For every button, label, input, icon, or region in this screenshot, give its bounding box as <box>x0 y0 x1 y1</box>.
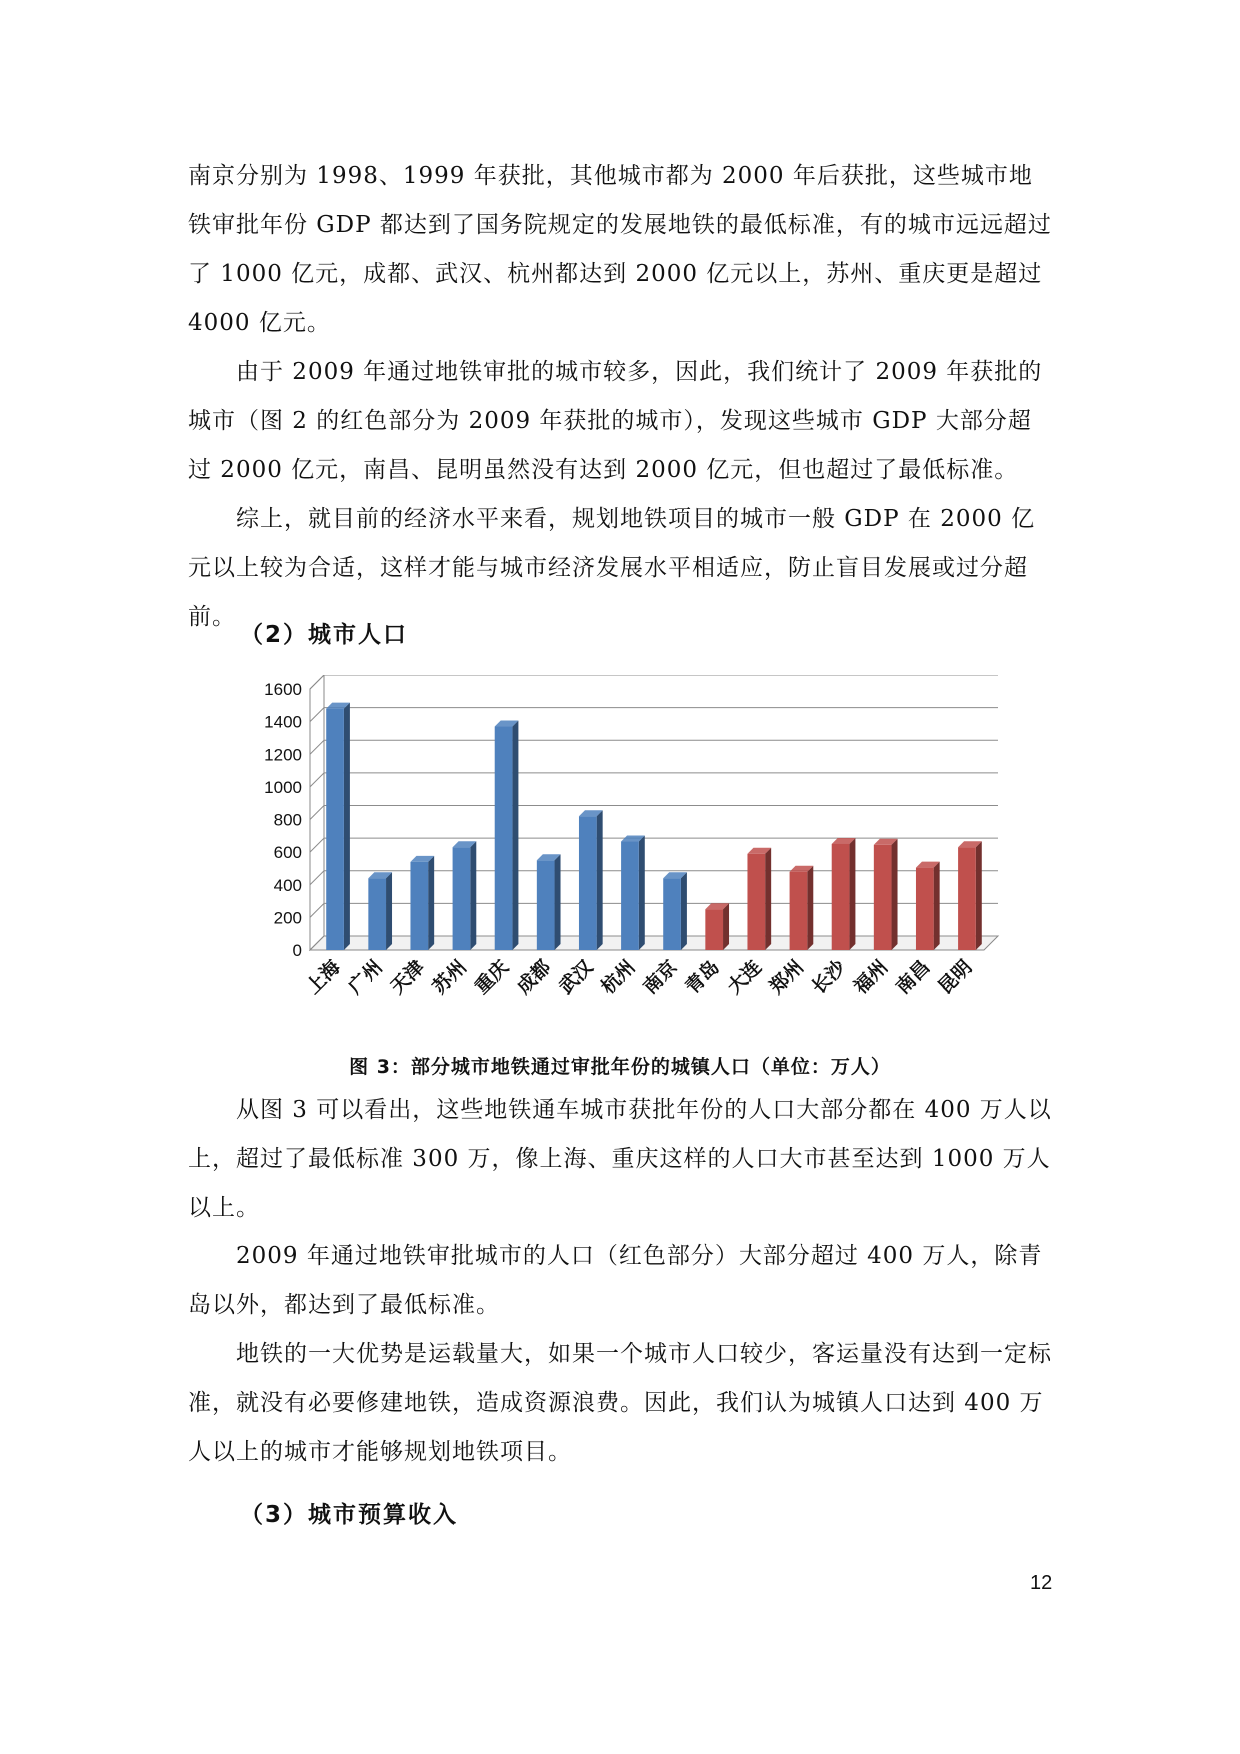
x-tick-label: 南京 <box>639 955 682 999</box>
bar-side <box>344 703 350 950</box>
x-tick-label: 青岛 <box>681 955 724 999</box>
bar <box>663 878 681 950</box>
paragraph-population-conclusion: 地铁的一大优势是运载量大，如果一个城市人口较少，客运量没有达到一定标准，就没有必要修建地铁，造成资源浪费。因此，我们认为城镇人口达到 400 万人以上的城市才能够规划地铁项目。 <box>188 1341 1052 1465</box>
gridline <box>310 773 998 787</box>
gridline <box>310 740 998 754</box>
bar <box>410 862 428 950</box>
x-tick-label: 成都 <box>512 955 556 999</box>
y-tick-label: 200 <box>273 908 302 928</box>
paragraph-2009-gdp: 由于 2009 年通过地铁审批的城市较多，因此，我们统计了 2009 年获批的城市（图 2 的红色部分为 2009 年获批的城市），发现这些城市 GDP 大部分超过 2000 亿元，南昌、昆明虽然没有达到 2000 亿元，但也超过了最低标准。 <box>188 359 1043 483</box>
x-tick-label: 苏州 <box>428 955 471 999</box>
x-tick-label: 大连 <box>723 955 766 999</box>
bar-side <box>765 848 771 950</box>
bar <box>958 847 976 950</box>
y-tick-label: 400 <box>273 875 302 895</box>
bar-side <box>681 872 687 950</box>
gridline <box>310 675 998 689</box>
bar <box>747 854 765 950</box>
section-heading-budget: （3）城市预算收入 <box>240 1502 459 1528</box>
bar-side <box>976 841 982 950</box>
bar-side <box>807 866 813 950</box>
bar <box>579 816 597 950</box>
bar <box>368 878 386 950</box>
x-tick-label: 南昌 <box>891 955 935 999</box>
bar <box>916 868 934 950</box>
y-tick-label: 1400 <box>264 712 302 732</box>
bar-side <box>892 839 898 950</box>
bar-side <box>428 856 434 950</box>
bar-side <box>470 841 476 950</box>
bar-side <box>639 836 645 950</box>
bar <box>453 847 471 950</box>
bar-side <box>555 854 561 950</box>
paragraph-2009-population: 2009 年通过地铁审批城市的人口（红色部分）大部分超过 400 万人，除青岛以外，都达到了最低标准。 <box>188 1243 1043 1318</box>
y-tick-label: 1600 <box>264 680 302 699</box>
bar <box>705 909 723 950</box>
y-tick-label: 800 <box>273 810 302 830</box>
bar-side <box>849 838 855 950</box>
bar-side <box>512 721 518 950</box>
bar-side <box>934 862 940 950</box>
gridline <box>310 708 998 722</box>
bar <box>790 872 808 950</box>
x-tick-label: 长沙 <box>807 955 851 999</box>
paragraph-gdp-summary: 综上，就目前的经济水平来看，规划地铁项目的城市一般 GDP 在 2000 亿元以上较为合适，这样才能与城市经济发展水平相适应，防止盲目发展或过分超前。 <box>188 506 1036 630</box>
figure-caption: 图 3：部分城市地铁通过审批年份的城镇人口（单位：万人） <box>349 1056 891 1078</box>
x-tick-label: 广州 <box>344 955 387 999</box>
population-bar-chart <box>250 675 1020 1035</box>
x-tick-label: 重庆 <box>470 955 514 999</box>
x-tick-label: 上海 <box>302 955 345 999</box>
bar-side <box>386 872 392 950</box>
bar-side <box>597 810 603 950</box>
bar <box>495 727 513 950</box>
bar <box>874 845 892 950</box>
section-heading-population: （2）城市人口 <box>240 622 409 648</box>
bar-side <box>723 903 729 950</box>
paragraph-gdp-continued: 南京分别为 1998、1999 年获批，其他城市都为 2000 年后获批，这些城市地铁审批年份 GDP 都达到了国务院规定的发展地铁的最低标准，有的城市远远超过了 1000 亿元，成都、武汉、杭州都达到 2000 亿元以上，苏州、重庆更是超过 4000 亿元。 <box>188 163 1052 336</box>
x-tick-label: 杭州 <box>597 955 640 999</box>
x-tick-label: 武汉 <box>554 955 598 999</box>
bar <box>832 844 850 950</box>
y-tick-label: 600 <box>273 843 302 863</box>
x-tick-label: 福州 <box>849 955 893 999</box>
bar <box>621 842 639 950</box>
chart-svg <box>250 675 1020 1035</box>
gridline <box>310 806 998 820</box>
y-tick-label: 1000 <box>264 777 302 797</box>
y-tick-label: 1200 <box>264 745 302 765</box>
x-tick-label: 郑州 <box>765 955 808 999</box>
paragraph-population-analysis: 从图 3 可以看出，这些地铁通车城市获批年份的人口大部分都在 400 万人以上，超过了最低标准 300 万，像上海、重庆这样的人口大市甚至达到 1000 万人以上。 <box>188 1097 1052 1221</box>
y-tick-label: 0 <box>292 941 302 960</box>
bar <box>326 709 344 950</box>
page-number: 12 <box>1030 1572 1053 1594</box>
x-tick-label: 昆明 <box>934 955 977 999</box>
bar <box>537 860 555 950</box>
x-tick-label: 天津 <box>386 955 429 999</box>
